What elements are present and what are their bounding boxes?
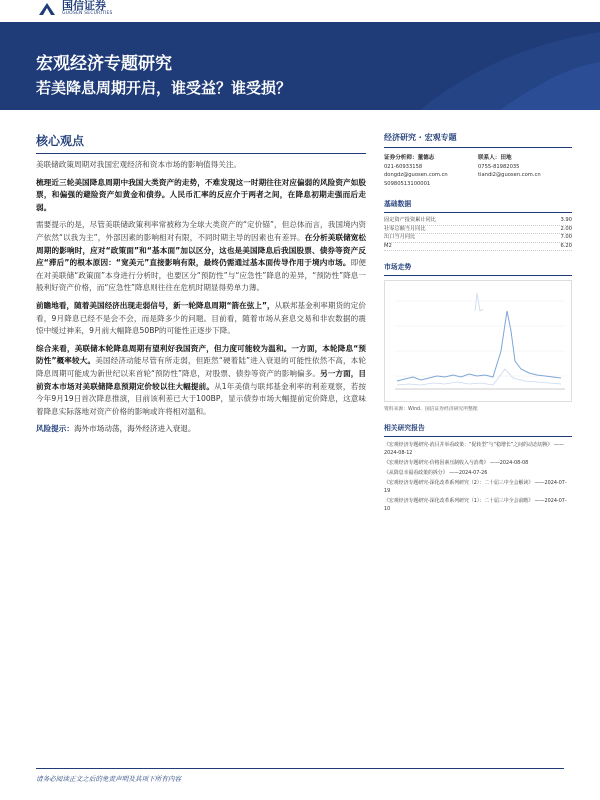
- footer-disclaimer: 请务必阅读正文之后的免责声明及其项下所有内容: [36, 775, 182, 783]
- market-trend-divider: [384, 275, 572, 276]
- related-report-item[interactable]: 《宏观经济专题研究-消目并举看政策：“促转型”与“稳增长”之间的动态切换》 ——2024-08-12: [384, 442, 564, 456]
- analyst-1-cert: S0980513100001: [384, 180, 431, 187]
- analyst-2-email[interactable]: tiandi2@guosen.com.cn: [478, 172, 541, 178]
- core-paragraph-4-b: 从联邦基金利率期货的定价看，9月降息已经不是会不会，而是降多少的问题。目前看，随着市场从套息交易和非农数据的震惊中缓过神来，9月前大幅降息50BP的可能性正逐步下降。: [36, 300, 366, 336]
- core-paragraph-4-a: 前瞻地看，随着美国经济出现走弱信号，新一轮降息周期“箭在弦上”，: [36, 300, 275, 310]
- basic-data-label: M2: [384, 242, 392, 249]
- chart-source-note: 资料来源：Wind、国信证券经济研究所整理: [384, 407, 478, 412]
- basic-data-table: [384, 217, 572, 251]
- core-paragraph-5-a: 综合来看，美联储本轮降息周期有望利好我国资产，但力度可能较为温和。一方面，本轮降息“预防性”概率较大。: [36, 343, 366, 366]
- report-main-title: 若美降息周期开启，谁受益？谁受损？: [36, 79, 292, 97]
- sidebar-divider: [384, 147, 572, 148]
- analyst-2-role: 联系人：: [478, 155, 501, 161]
- analyst-1-name: 董德志: [417, 155, 435, 161]
- analyst-block: [384, 154, 572, 188]
- basic-data-row: [384, 226, 572, 235]
- core-paragraph-2: [36, 177, 366, 215]
- top-bar: [0, 0, 600, 22]
- series-line-primary: [397, 311, 561, 381]
- core-paragraph-2-bold: 梳理近三轮美国降息周期中我国大类资产的走势，不难发现这一时期往往对应偏弱的风险资产如股票，和偏强的避险资产如黄金和债券。人民币汇率的反应介于两者之间，在降息初期走强而后走弱。: [36, 177, 366, 212]
- related-report-item[interactable]: 《从降息幸福看政策的拆分》 ——2024-07-26: [384, 470, 488, 476]
- core-paragraph-1: 美联储政策周期对我国宏观经济和资本市场的影响值得关注。: [36, 160, 242, 169]
- market-trend-chart: [384, 280, 572, 402]
- footer-divider: [36, 768, 564, 769]
- basic-data-row: [384, 234, 572, 243]
- related-report-item[interactable]: 《宏观经济专题研究-价格因素压制收入与消费》 ——2024-08-08: [384, 460, 529, 466]
- related-report-item[interactable]: 《宏观经济专题研究-深化改革系列研究（2）：二十届三中全会解读》 ——2024-07-19: [384, 480, 567, 494]
- core-paragraph-5-b: 美国经济动能尽管有所走弱，但距然“硬着陆”进入衰退的可能性依然不高，本轮降息周期可能成为新世纪以来首轮“预防性”降息，对股票、债券等资产的影响偏多。: [36, 356, 366, 378]
- core-paragraph-3-b: 在分析美联储宽松周期的影响时，应对“政策面”和“基本面”加以区分，这也是美国降息后我国股票、债券等资产反应“滞后”的根本原因：“宽美元”直接影响有限，最终仍需通过基本面传导作用于境内市场。: [36, 232, 367, 268]
- core-paragraph-3-c: 即便在对美联储“政策面”本身进行分析时，也要区分“预防性”与“应急性”降息的差异，“预防性”降息一般利好资产价格，而“应急性”降息则往往在危机时期显得势单力薄。: [36, 258, 366, 293]
- analyst-1-role: 证券分析师：: [384, 155, 418, 161]
- core-views-section: [36, 132, 366, 436]
- basic-data-row: [384, 243, 572, 252]
- core-paragraph-5-c: 另一方面，目前资本市场对美联储降息预期定价较以往大幅提前。: [36, 368, 366, 391]
- risk-text: 海外市场动荡，海外经济进入衰退。: [73, 424, 196, 434]
- logo-en-text: GUOSEN SECURITIES: [62, 11, 113, 16]
- related-reports-divider: [384, 436, 572, 437]
- logo-mark-icon: [38, 2, 56, 16]
- analyst-1-email[interactable]: dongdz@guosen.com.cn: [384, 172, 448, 178]
- analyst-1: [384, 154, 478, 188]
- analyst-2: [478, 154, 572, 188]
- basic-data-value: 7.00: [560, 234, 572, 240]
- analyst-2-phone: 0755-81982035: [478, 163, 520, 170]
- basic-data-label: 社零总额当月同比: [384, 225, 426, 232]
- basic-data-value: 3.90: [560, 217, 572, 223]
- core-views-heading: 核心观点: [36, 134, 85, 148]
- series-line-secondary: [397, 369, 561, 385]
- section-divider: [36, 153, 366, 154]
- core-paragraph-5: [36, 343, 366, 419]
- basic-data-divider: [384, 212, 572, 213]
- core-paragraph-3-a: 需要提示的是，尽管美联储政策利率常被称为全球大类资产的“定价锚”，但总体而言，我国境内资产依然“以我为主”，外部因素的影响相对有限，不同时期主导的因素也有差异。: [36, 220, 366, 242]
- basic-data-value: 2.00: [560, 225, 572, 232]
- analyst-2-name: 田地: [500, 155, 512, 161]
- series-line-tertiary: [475, 293, 483, 311]
- core-paragraph-4: [36, 300, 366, 338]
- guosen-logo: [38, 0, 113, 17]
- basic-data-value: 6.20: [560, 242, 572, 249]
- analyst-1-phone: 021-60933158: [384, 163, 423, 170]
- logo-cn-text: 国信证券: [62, 0, 106, 12]
- related-reports-list: [384, 441, 572, 513]
- report-category-title: 宏观经济专题研究: [36, 54, 172, 74]
- basic-data-heading: 基础数据: [384, 200, 412, 208]
- market-trend-heading: 市场走势: [384, 263, 412, 271]
- basic-data-label: 固定资产投资累计同比: [384, 217, 436, 223]
- sidebar: [384, 132, 572, 515]
- title-banner: [0, 22, 600, 110]
- related-reports-heading: 相关研究报告: [384, 424, 425, 432]
- basic-data-label: 出口当月同比: [384, 234, 416, 240]
- core-paragraph-5-d: 从1年美债与联邦基金利率的利差观察，若按今年9月19日首次降息推演，目前该利差已大于100BP，显示债券市场大幅提前定价降息，这意味着降息实际落地对资产价格的影响或许将相对温和。: [36, 381, 366, 416]
- market-trend-plot: [385, 281, 573, 403]
- basic-data-row: [384, 217, 572, 226]
- risk-label: 风险提示：: [36, 424, 74, 434]
- related-report-item[interactable]: 《宏观经济专题研究-深化改革系列研究（1）：二十届三中全会前瞻》 ——2024-07-10: [384, 498, 567, 512]
- report-category: 经济研究 · 宏观专题: [384, 133, 457, 142]
- core-paragraph-3: [36, 219, 366, 295]
- risk-warning: [36, 423, 366, 436]
